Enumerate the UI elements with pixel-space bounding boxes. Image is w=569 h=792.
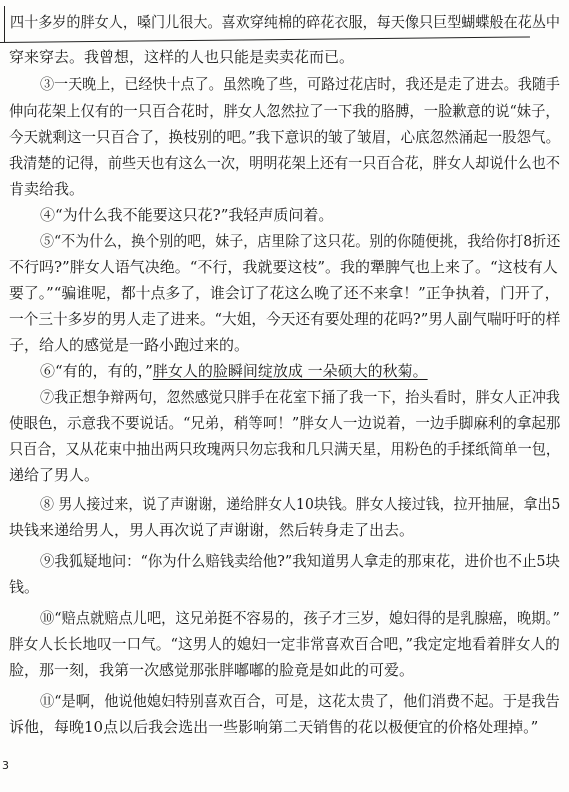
paragraph-7-line: ⑦我正想争辩两句，忽然感觉只胖手在花室下捅了我一下，抬头看时，胖女人正冲我	[40, 388, 560, 406]
paragraph-10-line: ⑩“赔点就赔点儿吧，这兄弟挺不容易的，孩子才三岁，媳妇得的是乳腺癌，晚期。”	[40, 609, 560, 627]
paragraph-6-line	[40, 362, 428, 380]
text-line: 一个三十多岁的男人走了进来。“大姐，今天还有要处理的花吗?”男人副气喘吁吁的样	[9, 310, 561, 328]
text-line: 脸，那一刻，我第一次感觉那张胖嘟嘟的脸竟是如此的可爱。	[9, 661, 415, 679]
paragraph-5-line: ⑤“不为什么，换个别的吧，妹子，店里除了这只花。别的你随便挑，我给你打8折还	[40, 232, 561, 250]
paragraph-4-line: ④“为什么我不能要这只花?”我轻声质问着。	[40, 206, 334, 224]
text-line: 穿来穿去。我曾想，这样的人也只能是卖卖花而已。	[9, 48, 355, 66]
text-line: 钱。	[9, 578, 40, 596]
paragraph-8-line: ⑧ 男人接过来，说了声谢谢，递给胖女人10块钱。胖女人接过钱，拉开抽屉，拿出5	[40, 495, 561, 513]
text-line: 递给了男人。	[9, 466, 100, 484]
text-line: 肯卖给我。	[9, 180, 85, 198]
excerpt-box-rule	[0, 36, 530, 43]
page-number: 3	[2, 759, 9, 772]
text-line: 只百合，又从花束中抽出两只玫瑰两只勿忘我和几只满天星，用粉色的手揉纸简单一包，	[9, 440, 561, 458]
text-line: 块钱来递给男人，男人再次说了声谢谢，然后转身走了出去。	[9, 521, 415, 539]
text-line: 我清楚的记得，前些天也有这么一次，明明花架上还有一只百合花，胖女人却说什么也不	[9, 154, 561, 172]
text-line: 诉他，每晚10点以后我会选出一些影响第二天销售的花以极便宜的价格处理掉。”	[9, 718, 539, 736]
paragraph-9-line: ⑨我狐疑地问：“你为什么赔钱卖给他?”我知道男人拿走的那束花，进价也不止5块	[40, 552, 560, 570]
text-line: 子，给人的感觉是一路小跑过来的。	[9, 336, 250, 354]
paragraph-3-line: ③一天晚上，已经快十点了。虽然晚了些，可路过花店时，我还是走了进去。我随手	[40, 75, 560, 93]
underlined-sentence: 胖女人的脸瞬间绽放成 一朵硕大的秋菊。	[152, 362, 428, 380]
excerpt-box-edge	[4, 6, 5, 42]
text-line: 胖女人长长地叹一口气。“这男人的媳妇一定非常喜欢百合吧，”我定定地看着胖女人的	[9, 635, 560, 653]
text-line: 今天就剩这一只百合了，换枝别的吧。”我下意识的皱了皱眉，心底忽然涌起一股怨气。	[9, 128, 561, 146]
paragraph-11-line: ⑪“是啊，他说他媳妇特别喜欢百合，可是，这花太贵了，他们消费不起。于是我告	[40, 692, 560, 710]
text-line: 要了。”“骗谁呢，都十点多了，谁会订了花这么晚了还不来拿！”正争执着，门开了，	[9, 284, 560, 302]
dialogue-text: ⑥“有的，有的，”	[40, 362, 153, 380]
text-line: 不行吗?”胖女人语气决绝。“不行，我就要这枝”。我的犟脾气也上来了。“这枝有人	[9, 258, 558, 276]
text-line: 使眼色，示意我不要说话。“兄弟，稍等呵！”胖女人一边说着，一边手脚麻利的拿起那	[9, 414, 561, 432]
text-line: 四十多岁的胖女人，嗓门儿很大。喜欢穿纯棉的碎花衣服，每天像只巨型蝴蝶般在花丛中	[10, 13, 561, 31]
text-line: 伸向花架上仅有的一只百合花时，胖女人忽然拉了一下我的胳膊，一脸歉意的说“妹子，	[9, 102, 560, 120]
